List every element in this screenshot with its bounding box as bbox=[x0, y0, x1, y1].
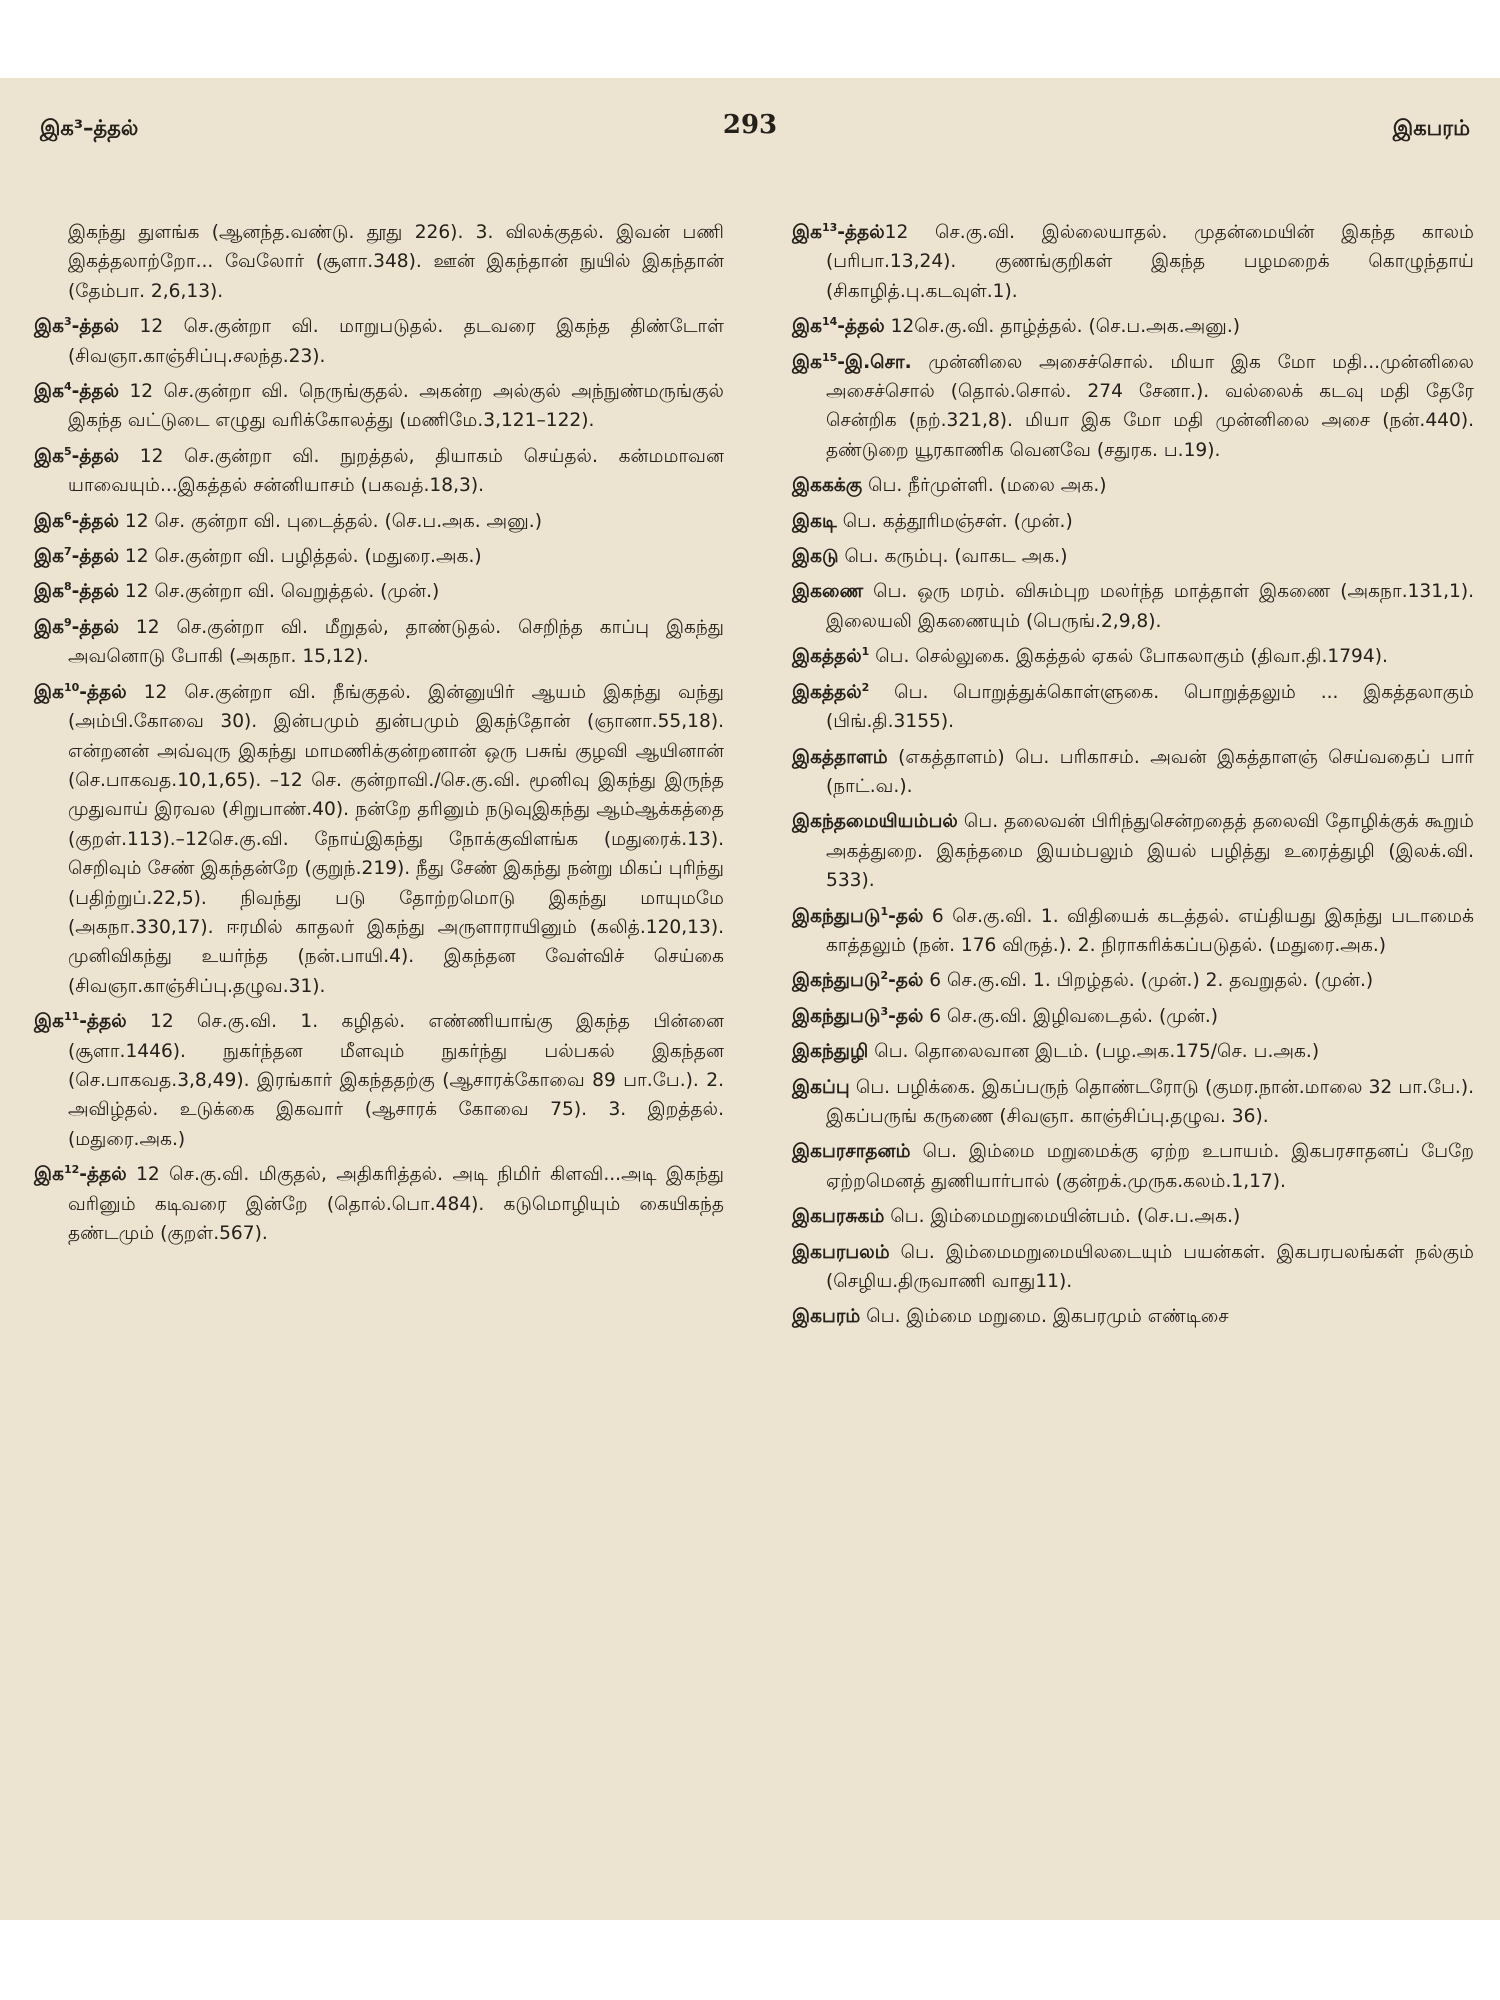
headword-text: இக bbox=[34, 681, 64, 703]
homonym-number: 3 bbox=[63, 315, 72, 329]
homonym-number: 3 bbox=[880, 1004, 889, 1018]
entry-definition: பெ. இம்மை மறுமை. இகபரமும் எண்டிசை bbox=[860, 1306, 1229, 1328]
entry-headword bbox=[34, 682, 127, 703]
entry-headword bbox=[792, 747, 888, 768]
dictionary-entry bbox=[34, 377, 724, 436]
headword-suffix: -த்தல் bbox=[79, 1164, 127, 1186]
headword-text: இகணை bbox=[792, 581, 864, 603]
headword-suffix: -த்தல் bbox=[71, 581, 120, 603]
entry-headword bbox=[34, 316, 119, 337]
entry-definition: 12 செ.குன்றா வி. நெருங்குதல். அகன்ற அல்குல் அந்நுண்மருங்குல் இகந்த வட்டுடை எழுது வரிக்கோலத்து (மணிமே.3,121–122). bbox=[68, 381, 724, 432]
entry-definition: 12 செ.குன்றா வி. மீறுதல், தாண்டுதல். செறிந்த காப்பு இகந்து அவனொடு போகி (அகநா. 15,12). bbox=[68, 616, 724, 668]
headword-suffix: -தல் bbox=[888, 905, 924, 927]
entry-definition: பெ. இம்மை மறுமைக்கு ஏற்ற உபாயம். இகபரசாதனப் பேறே ஏற்றமெனத் துணியார்பால் (குன்றக்.முருக.கலம்.1,17). bbox=[826, 1141, 1474, 1192]
entry-definition: பெ. பொறுத்துக்கொள்ளுகை. பொறுத்தலும் ... இகத்தலாகும் (பிங்.தி.3155). bbox=[826, 681, 1474, 733]
headword-text: இக bbox=[34, 616, 64, 638]
headword-text: இகந்தமையியம்பல் bbox=[792, 811, 958, 833]
dictionary-entry bbox=[792, 577, 1474, 636]
headword-text: இகப்பு bbox=[792, 1076, 850, 1098]
entry-headword bbox=[792, 222, 885, 243]
headword-suffix: -த்தல் bbox=[71, 510, 120, 532]
entry-headword bbox=[34, 381, 119, 402]
entry-headword bbox=[792, 1206, 884, 1227]
entry-headword bbox=[792, 1242, 890, 1263]
headword-suffix: -த்தல் bbox=[71, 616, 120, 638]
entry-definition: 6 செ.கு.வி. இழிவடைதல். (முன்.) bbox=[923, 1005, 1219, 1027]
entry-definition: 12 செ.குன்றா வி. நுறத்தல், தியாகம் செய்தல். கன்மமாவன யாவையும்...இகத்தல் சன்னியாசம் (பகவத்.18,3). bbox=[68, 445, 724, 497]
entry-definition: பெ. பழிக்கை. இகப்பருந் தொண்டரோடு (குமர.நான்.மாலை 32 பா.பே.). இகப்பருங் கருணை (சிவஞா. காஞ்சிப்பு.தழுவ. 36). bbox=[826, 1076, 1474, 1127]
entry-definition: (எகத்தாளம்) பெ. பரிகாசம். அவன் இகத்தாளஞ் செய்வதைப் பார் (நாட்.வ.). bbox=[826, 746, 1474, 797]
entry-definition: பெ. கரும்பு. (வாகட அக.) bbox=[838, 546, 1068, 568]
entry-headword bbox=[792, 970, 923, 991]
homonym-number: 7 bbox=[63, 544, 72, 558]
dictionary-entry bbox=[792, 542, 1474, 571]
entry-headword bbox=[34, 1164, 127, 1185]
page-number: 293 bbox=[722, 110, 778, 140]
dictionary-entry bbox=[792, 743, 1474, 802]
entry-headword bbox=[792, 1077, 850, 1098]
headword-text: இகபரம் bbox=[792, 1306, 861, 1328]
entry-headword bbox=[34, 617, 119, 638]
entry-definition: பெ. செல்லுகை. இகத்தல் ஏகல் போகலாகும் (திவா.தி.1794). bbox=[869, 646, 1388, 668]
homonym-number: 9 bbox=[63, 615, 72, 629]
dictionary-entry bbox=[34, 312, 724, 371]
running-head-right: இகபரம் bbox=[1392, 116, 1470, 140]
entry-headword bbox=[34, 1011, 127, 1032]
entry-definition: பெ. தலைவன் பிரிந்துசென்றதைத் தலைவி தோழிக்குக் கூறும் அகத்துறை. இகந்தமை இயம்பலும் இயல் பழித்து உரைத்துழி (இலக்.வி. 533). bbox=[826, 811, 1474, 892]
entry-headword bbox=[792, 1141, 911, 1162]
entry-definition: பெ. தொலைவான இடம். (பழ.அக.175/செ. ப.அக.) bbox=[868, 1041, 1320, 1063]
dictionary-entry bbox=[792, 966, 1474, 995]
headword-text: இக bbox=[34, 316, 64, 338]
headword-suffix: -த்தல் bbox=[71, 316, 120, 338]
headword-text: இக bbox=[792, 351, 822, 373]
entry-definition: 12 செ.கு.வி. இல்லையாதல். முதன்மையின் இகந்த காலம் (பரிபா.13,24). குணங்குறிகள் இகந்த பழமறைக் கொழுந்தாய் (சிகாழித்.பு.கடவுள்.1). bbox=[826, 222, 1474, 302]
headword-text: இக bbox=[34, 1164, 64, 1186]
running-head-left: இக³–த்தல் bbox=[40, 116, 139, 140]
homonym-number: 10 bbox=[63, 680, 80, 694]
entry-definition: பெ. ஒரு மரம். விசும்புற மலர்ந்த மாத்தாள் இகணை (அகநா.131,1). இலையலி இகணையும் (பெருங்.2,9,8). bbox=[826, 581, 1474, 632]
homonym-number: 1 bbox=[861, 645, 870, 659]
headword-text: இகடி bbox=[792, 510, 837, 532]
headword-suffix: -தல் bbox=[888, 970, 924, 992]
dictionary-page bbox=[0, 78, 1500, 1920]
dictionary-entry bbox=[792, 678, 1474, 737]
homonym-number: 6 bbox=[63, 509, 72, 523]
headword-text: இகத்தல் bbox=[792, 681, 862, 703]
homonym-number: 12 bbox=[63, 1163, 80, 1176]
dictionary-entry bbox=[34, 442, 724, 501]
entry-headword bbox=[34, 446, 119, 467]
entry-headword bbox=[792, 1306, 860, 1327]
entry-headword bbox=[792, 646, 869, 667]
dictionary-entry bbox=[34, 542, 724, 571]
homonym-number: 8 bbox=[63, 580, 72, 594]
homonym-number: 14 bbox=[821, 315, 838, 329]
entry-definition: 12 செ.கு.வி. 1. கழிதல். எண்ணியாங்கு இகந்த பின்னை (சூளா.1446). நுகர்ந்தன மீளவும் நுகர்ந்து பல்பகல் இகந்தன (செ.பாகவத.3,8,49). இரங்கார் இகந்ததற்கு (ஆசாரக்கோவை 89 பா.பே.). 2. அவிழ்தல். உடுக்கை இகவார் (ஆசாரக் கோவை 75). 3. இறத்தல். (மதுரை.அக.) bbox=[68, 1011, 724, 1150]
entry-headword bbox=[34, 546, 119, 567]
dictionary-entry bbox=[34, 507, 724, 536]
right-column bbox=[792, 218, 1474, 1338]
dictionary-entry bbox=[792, 1073, 1474, 1132]
dictionary-entry bbox=[34, 577, 724, 606]
headword-text: இக bbox=[34, 510, 64, 532]
entry-headword bbox=[792, 906, 923, 927]
entry-definition: 12செ.கு.வி. தாழ்த்தல். (செ.ப.அக.அனு.) bbox=[884, 316, 1241, 338]
entry-headword bbox=[34, 581, 119, 602]
headword-text: இகந்துழி bbox=[792, 1041, 869, 1063]
headword-suffix: -தல் bbox=[888, 1005, 924, 1027]
entry-headword bbox=[792, 511, 837, 532]
entry-headword bbox=[792, 1006, 923, 1027]
homonym-number: 2 bbox=[861, 680, 870, 694]
entry-headword bbox=[792, 811, 958, 832]
homonym-number: 4 bbox=[63, 379, 72, 393]
entry-definition: பெ. கத்தூரிமஞ்சள். (முன்.) bbox=[836, 510, 1073, 532]
left-column bbox=[34, 218, 724, 1254]
entry-definition: 12 செ. குன்றா வி. புடைத்தல். (செ.ப.அக. அனு.) bbox=[119, 510, 542, 532]
dictionary-entry bbox=[34, 1007, 724, 1154]
headword-text: இககக்கு bbox=[792, 475, 863, 497]
headword-suffix: -த்தல் bbox=[71, 381, 120, 403]
dictionary-entry bbox=[34, 1160, 724, 1248]
entry-definition: 12 செ.குன்றா வி. வெறுத்தல். (முன்.) bbox=[119, 581, 440, 603]
entry-definition: 12 செ.குன்றா வி. நீங்குதல். இன்னுயிர் ஆயம் இகந்து வந்து (அம்பி.கோவை 30). இன்பமும் துன்பமும் இகந்தோன் (ஞானா.55,18). என்றனன் அவ்வுரு இகந்து மாமணிக்குன்றனான் ஒரு பசுங் குழவி ஆயினான் (செ.பாகவத.10,1,65). –12 செ. குன்றாவி./செ.கு.வி. மூனிவு இகந்து இருந்த முதுவாய் இரவல (சிறுபாண்.40). நன்றே தரினும் நடுவுஇகந்து ஆம்ஆக்கத்தை (குறள்.113).–12செ.கு.வி. நோய்இகந்து நோக்குவிளங்க (மதுரைக்.13). செறிவும் சேண் இகந்தன்றே (குறுந்.219). நீது சேண் இகந்து நன்று மிகப் புரிந்து (பதிற்றுப்.22,5). நிவந்து படு தோற்றமொடு இகந்து மாயுமமே (அகநா.330,17). ஈரமில் காதலர் இகந்து அருளாராயினும் (கலித்.120,13). முனிவிகந்து உயர்ந்த (நன்.பாயி.4). இகந்தன வேள்விச் செய்கை (சிவஞா.காஞ்சிப்பு.தழுவ.31). bbox=[68, 681, 724, 997]
headword-text: இகபரசுகம் bbox=[792, 1206, 885, 1228]
entry-headword bbox=[792, 316, 885, 337]
headword-suffix: -த்தல் bbox=[79, 1011, 127, 1033]
headword-suffix: -த்தல் bbox=[837, 222, 885, 243]
homonym-number: 11 bbox=[63, 1009, 80, 1023]
headword-text: இகபரபலம் bbox=[792, 1241, 890, 1263]
dictionary-entry bbox=[792, 348, 1474, 466]
dictionary-entry bbox=[792, 507, 1474, 536]
dictionary-entry bbox=[792, 1037, 1474, 1066]
headword-text: இக bbox=[34, 381, 64, 403]
dictionary-entry bbox=[792, 312, 1474, 341]
headword-text: இக bbox=[792, 316, 822, 338]
entry-headword bbox=[792, 1041, 868, 1062]
entry-definition: 12 செ.கு.வி. மிகுதல், அதிகரித்தல். அடி நிமிர் கிளவி...அடி இகந்து வரினும் கடிவரை இன்றே (தொல்.பொ.484). கடுமொழியும் கையிகந்த தண்டமும் (குறள்.567). bbox=[68, 1164, 724, 1244]
headword-suffix: -இ.சொ. bbox=[837, 351, 912, 373]
homonym-number: 2 bbox=[880, 969, 889, 983]
headword-text: இக bbox=[34, 445, 64, 467]
dictionary-entry bbox=[792, 902, 1474, 961]
entry-definition: 6 செ.கு.வி. 1. விதியைக் கடத்தல். எய்தியது இகந்து படாமைக் காத்தலும் (நன். 176 விருத்.). 2. நிராகரிக்கப்படுதல். (மதுரை.அக.) bbox=[826, 905, 1474, 956]
headword-text: இகந்துபடு bbox=[792, 905, 881, 927]
homonym-number: 1 bbox=[880, 904, 889, 918]
headword-text: இகந்துபடு bbox=[792, 1005, 881, 1027]
headword-suffix: -த்தல் bbox=[79, 681, 127, 703]
dictionary-entry bbox=[792, 471, 1474, 500]
entry-definition: பெ. நீர்முள்ளி. (மலை அக.) bbox=[862, 475, 1107, 497]
homonym-number: 13 bbox=[821, 220, 838, 234]
dictionary-entry bbox=[792, 218, 1474, 306]
headword-text: இகந்துபடு bbox=[792, 970, 881, 992]
dictionary-entry bbox=[34, 613, 724, 672]
dictionary-entry bbox=[792, 1302, 1474, 1331]
dictionary-entry bbox=[792, 642, 1474, 671]
dictionary-entry bbox=[34, 218, 724, 306]
entry-headword bbox=[34, 511, 119, 532]
homonym-number: 5 bbox=[63, 444, 72, 458]
entry-headword bbox=[792, 581, 863, 602]
entry-headword bbox=[792, 682, 869, 703]
dictionary-entry bbox=[792, 1137, 1474, 1196]
headword-text: இகடு bbox=[792, 546, 839, 568]
entry-definition: 12 செ.குன்றா வி. மாறுபடுதல். தடவரை இகந்த திண்டோள் (சிவஞா.காஞ்சிப்பு.சலந்த.23). bbox=[68, 316, 724, 367]
entry-headword bbox=[792, 475, 862, 496]
headword-text: இகபரசாதனம் bbox=[792, 1141, 911, 1163]
dictionary-entry bbox=[792, 807, 1474, 895]
headword-text: இக bbox=[34, 546, 64, 568]
entry-headword bbox=[792, 352, 912, 373]
dictionary-entry bbox=[792, 1238, 1474, 1297]
headword-suffix: -த்தல் bbox=[837, 316, 885, 338]
entry-definition: பெ. இம்மைமறுமையிலடையும் பயன்கள். இகபரபலங்கள் நல்கும் (செழிய.திருவாணி வாது11). bbox=[826, 1241, 1474, 1292]
headword-text: இகத்தாளம் bbox=[792, 746, 888, 768]
entry-headword bbox=[792, 546, 839, 567]
dictionary-entry bbox=[792, 1202, 1474, 1231]
headword-text: இக bbox=[792, 222, 822, 243]
dictionary-entry bbox=[34, 678, 724, 1001]
headword-suffix: -த்தல் bbox=[71, 445, 120, 467]
entry-definition: 6 செ.கு.வி. 1. பிறழ்தல். (முன்.) 2. தவறுதல். (முன்.) bbox=[923, 970, 1374, 992]
entry-definition: முன்னிலை அசைச்சொல். மியா இக மோ மதி...முன்னிலை அசைச்சொல் (தொல்.சொல். 274 சேனா.). வல்லைக் கடவு மதி தேரே சென்றிக (நற்.321,8). மியா இக மோ மதி முன்னிலை அசை (நன்.440). தண்டுறை யூரகாணிக வெனவே (சதுரக. ப.19). bbox=[826, 351, 1474, 461]
headword-text: இகத்தல் bbox=[792, 646, 862, 668]
entry-definition: பெ. இம்மைமறுமையின்பம். (செ.ப.அக.) bbox=[884, 1206, 1241, 1228]
homonym-number: 15 bbox=[821, 350, 838, 364]
dictionary-entry bbox=[792, 1002, 1474, 1031]
entry-definition: இகந்து துளங்க (ஆனந்த.வண்டு. தூது 226). 3. விலக்குதல். இவன் பணி இகத்தலாற்றோ... வேலோர் (சூளா.348). ஊன் இகந்தான் நுயில் இகந்தான் (தேம்பா. 2,6,13). bbox=[68, 222, 724, 302]
headword-text: இக bbox=[34, 581, 64, 603]
headword-text: இக bbox=[34, 1011, 64, 1033]
entry-definition: 12 செ.குன்றா வி. பழித்தல். (மதுரை.அக.) bbox=[119, 546, 482, 568]
headword-suffix: -த்தல் bbox=[71, 546, 120, 568]
